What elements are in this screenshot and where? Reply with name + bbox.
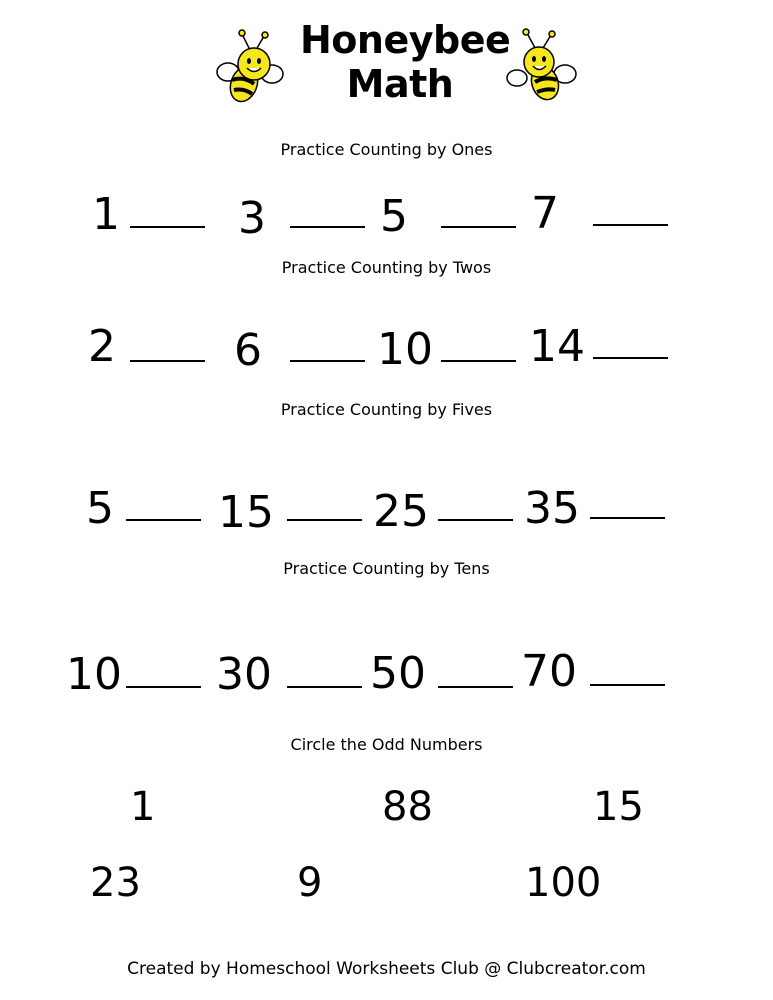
page-title (300, 18, 511, 106)
number-tens-1: 10 (66, 649, 122, 700)
answer-blank (438, 519, 513, 521)
number-tens-4: 70 (521, 646, 577, 697)
answer-blank (130, 226, 205, 228)
bee-icon-right (505, 28, 577, 106)
answer-blank (290, 360, 365, 362)
answer-blank (590, 684, 665, 686)
odd-choice[interactable]: 9 (297, 860, 323, 906)
answer-blank (130, 360, 205, 362)
number-fives-3: 25 (373, 486, 429, 537)
footer-credit: Created by Homeschool Worksheets Club @ Clubcreator.com (127, 959, 646, 979)
section-heading-twos: Practice Counting by Twos (281, 258, 492, 277)
number-fives-2: 15 (218, 487, 274, 538)
odd-choice[interactable]: 88 (382, 784, 433, 830)
answer-blank (287, 686, 362, 688)
number-ones-4: 7 (531, 188, 559, 239)
answer-blank (290, 226, 365, 228)
number-ones-3: 5 (380, 191, 408, 242)
answer-blank (590, 517, 665, 519)
section-heading-fives: Practice Counting by Fives (280, 400, 493, 419)
number-twos-4: 14 (529, 321, 585, 372)
number-ones-2: 3 (238, 193, 266, 244)
answer-blank (287, 519, 362, 521)
bee-icon-left (214, 28, 286, 106)
answer-blank (438, 686, 513, 688)
answer-blank (593, 357, 668, 359)
answer-blank (441, 226, 516, 228)
section-heading-tens: Practice Counting by Tens (283, 559, 490, 578)
number-twos-2: 6 (234, 325, 262, 376)
number-tens-3: 50 (370, 648, 426, 699)
title-line-1: Honeybee (300, 18, 511, 62)
section-heading-ones: Practice Counting by Ones (280, 140, 493, 159)
title-line-2: Math (346, 62, 454, 106)
odd-choice[interactable]: 100 (525, 860, 602, 906)
odd-choice[interactable]: 15 (593, 784, 644, 830)
answer-blank (126, 519, 201, 521)
odd-choice[interactable]: 23 (90, 860, 141, 906)
answer-blank (441, 360, 516, 362)
number-tens-2: 30 (216, 649, 272, 700)
number-twos-3: 10 (377, 324, 433, 375)
section-heading-odd: Circle the Odd Numbers (290, 735, 483, 754)
number-ones-1: 1 (92, 189, 120, 240)
answer-blank (593, 224, 668, 226)
odd-choice[interactable]: 1 (130, 784, 156, 830)
answer-blank (126, 686, 201, 688)
number-fives-1: 5 (86, 483, 114, 534)
number-fives-4: 35 (524, 483, 580, 534)
number-twos-1: 2 (88, 321, 116, 372)
